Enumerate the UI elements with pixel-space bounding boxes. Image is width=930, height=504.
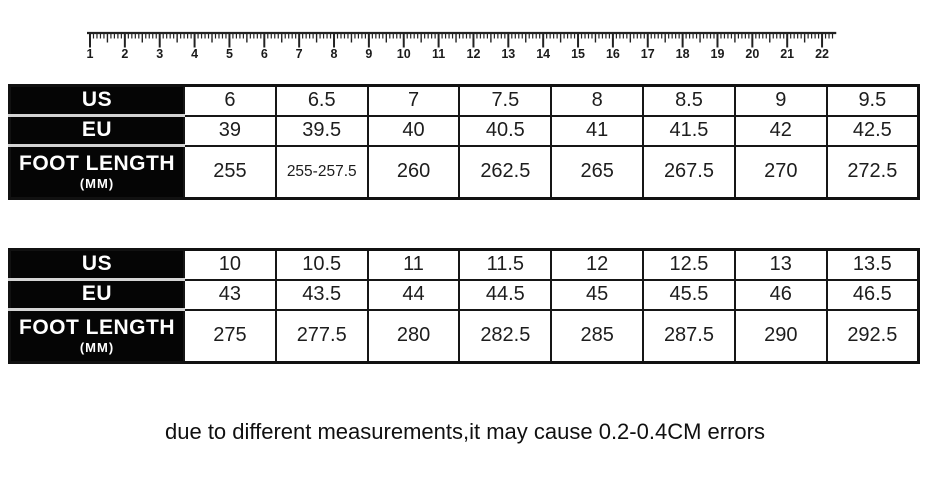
size-cell: 10	[184, 250, 276, 280]
ruler-number: 22	[815, 47, 830, 61]
size-cell: 8.5	[643, 86, 735, 116]
ruler-number: 16	[605, 47, 620, 61]
row-header-foot-length	[10, 310, 185, 363]
size-cell: 39.5	[276, 116, 368, 146]
ruler-number: 7	[295, 47, 303, 61]
size-cell: 11.5	[459, 250, 551, 280]
table-row	[10, 250, 919, 280]
size-cell: 277.5	[276, 310, 368, 363]
size-cell: 267.5	[643, 146, 735, 199]
size-cell: 43	[184, 280, 276, 310]
ruler-number: 4	[191, 47, 199, 61]
ruler-number: 2	[121, 47, 129, 61]
row-header-foot-length	[10, 146, 185, 199]
table-row	[10, 116, 919, 146]
ruler-number: 10	[396, 47, 411, 61]
size-cell: 270	[735, 146, 827, 199]
size-cell: 46	[735, 280, 827, 310]
row-header-eu	[10, 116, 185, 146]
ruler-number: 9	[365, 47, 373, 61]
ruler-number: 12	[466, 47, 481, 61]
size-cell: 290	[735, 310, 827, 363]
ruler-number: 14	[536, 47, 551, 61]
size-cell: 45.5	[643, 280, 735, 310]
size-cell: 7.5	[459, 86, 551, 116]
table-row	[10, 146, 919, 199]
ruler-number: 18	[675, 47, 690, 61]
table-row	[10, 280, 919, 310]
row-header-eu	[10, 280, 185, 310]
row-header-us	[10, 250, 185, 280]
row-header-label: FOOT LENGTH	[19, 152, 175, 176]
size-cell: 272.5	[827, 146, 919, 199]
ruler-number: 1	[86, 47, 94, 61]
size-cell: 280	[368, 310, 460, 363]
size-cell: 10.5	[276, 250, 368, 280]
size-cell: 6.5	[276, 86, 368, 116]
row-header-unit: (MM)	[79, 176, 115, 192]
size-cell: 40	[368, 116, 460, 146]
size-cell: 11	[368, 250, 460, 280]
row-header-us	[10, 86, 185, 116]
size-cell: 9	[735, 86, 827, 116]
ruler-number: 19	[710, 47, 725, 61]
row-header-label: EU	[81, 118, 113, 142]
size-table-1	[8, 84, 920, 200]
row-header-label: EU	[81, 282, 113, 306]
size-cell: 287.5	[643, 310, 735, 363]
size-cell: 7	[368, 86, 460, 116]
measurement-note: due to different measurements,it may cause 0.2-0.4CM errors	[165, 419, 765, 444]
size-cell: 46.5	[827, 280, 919, 310]
size-cell: 255	[184, 146, 276, 199]
size-cell: 285	[551, 310, 643, 363]
row-header-unit: (MM)	[79, 340, 115, 356]
ruler-number: 6	[260, 47, 268, 61]
size-cell: 41.5	[643, 116, 735, 146]
row-header-label: US	[81, 88, 113, 112]
size-cell: 262.5	[459, 146, 551, 199]
ruler-number: 8	[330, 47, 338, 61]
row-header-label: US	[81, 252, 113, 276]
size-cell: 260	[368, 146, 460, 199]
size-cell: 43.5	[276, 280, 368, 310]
size-cell: 282.5	[459, 310, 551, 363]
size-cell: 13.5	[827, 250, 919, 280]
size-cell: 45	[551, 280, 643, 310]
size-cell: 265	[551, 146, 643, 199]
size-cell: 41	[551, 116, 643, 146]
size-cell: 255-257.5	[276, 146, 368, 199]
size-cell: 44.5	[459, 280, 551, 310]
ruler-number: 5	[225, 47, 233, 61]
size-cell: 42.5	[827, 116, 919, 146]
ruler-number: 13	[501, 47, 516, 61]
ruler	[0, 0, 930, 70]
size-cell: 42	[735, 116, 827, 146]
size-cell: 12.5	[643, 250, 735, 280]
size-cell: 292.5	[827, 310, 919, 363]
size-cell: 275	[184, 310, 276, 363]
size-cell: 44	[368, 280, 460, 310]
size-table-2	[8, 248, 920, 364]
ruler-number: 15	[571, 47, 585, 61]
ruler-number: 11	[431, 47, 446, 61]
ruler-number: 3	[156, 47, 164, 61]
row-header-label: FOOT LENGTH	[19, 316, 175, 340]
table-row	[10, 310, 919, 363]
ruler-number: 21	[780, 47, 795, 61]
size-cell: 40.5	[459, 116, 551, 146]
size-cell: 6	[184, 86, 276, 116]
size-cell: 13	[735, 250, 827, 280]
size-cell: 12	[551, 250, 643, 280]
size-cell: 9.5	[827, 86, 919, 116]
ruler-number: 20	[745, 47, 760, 61]
size-cell: 8	[551, 86, 643, 116]
ruler-number: 17	[640, 47, 655, 61]
size-cell: 39	[184, 116, 276, 146]
table-row	[10, 86, 919, 116]
